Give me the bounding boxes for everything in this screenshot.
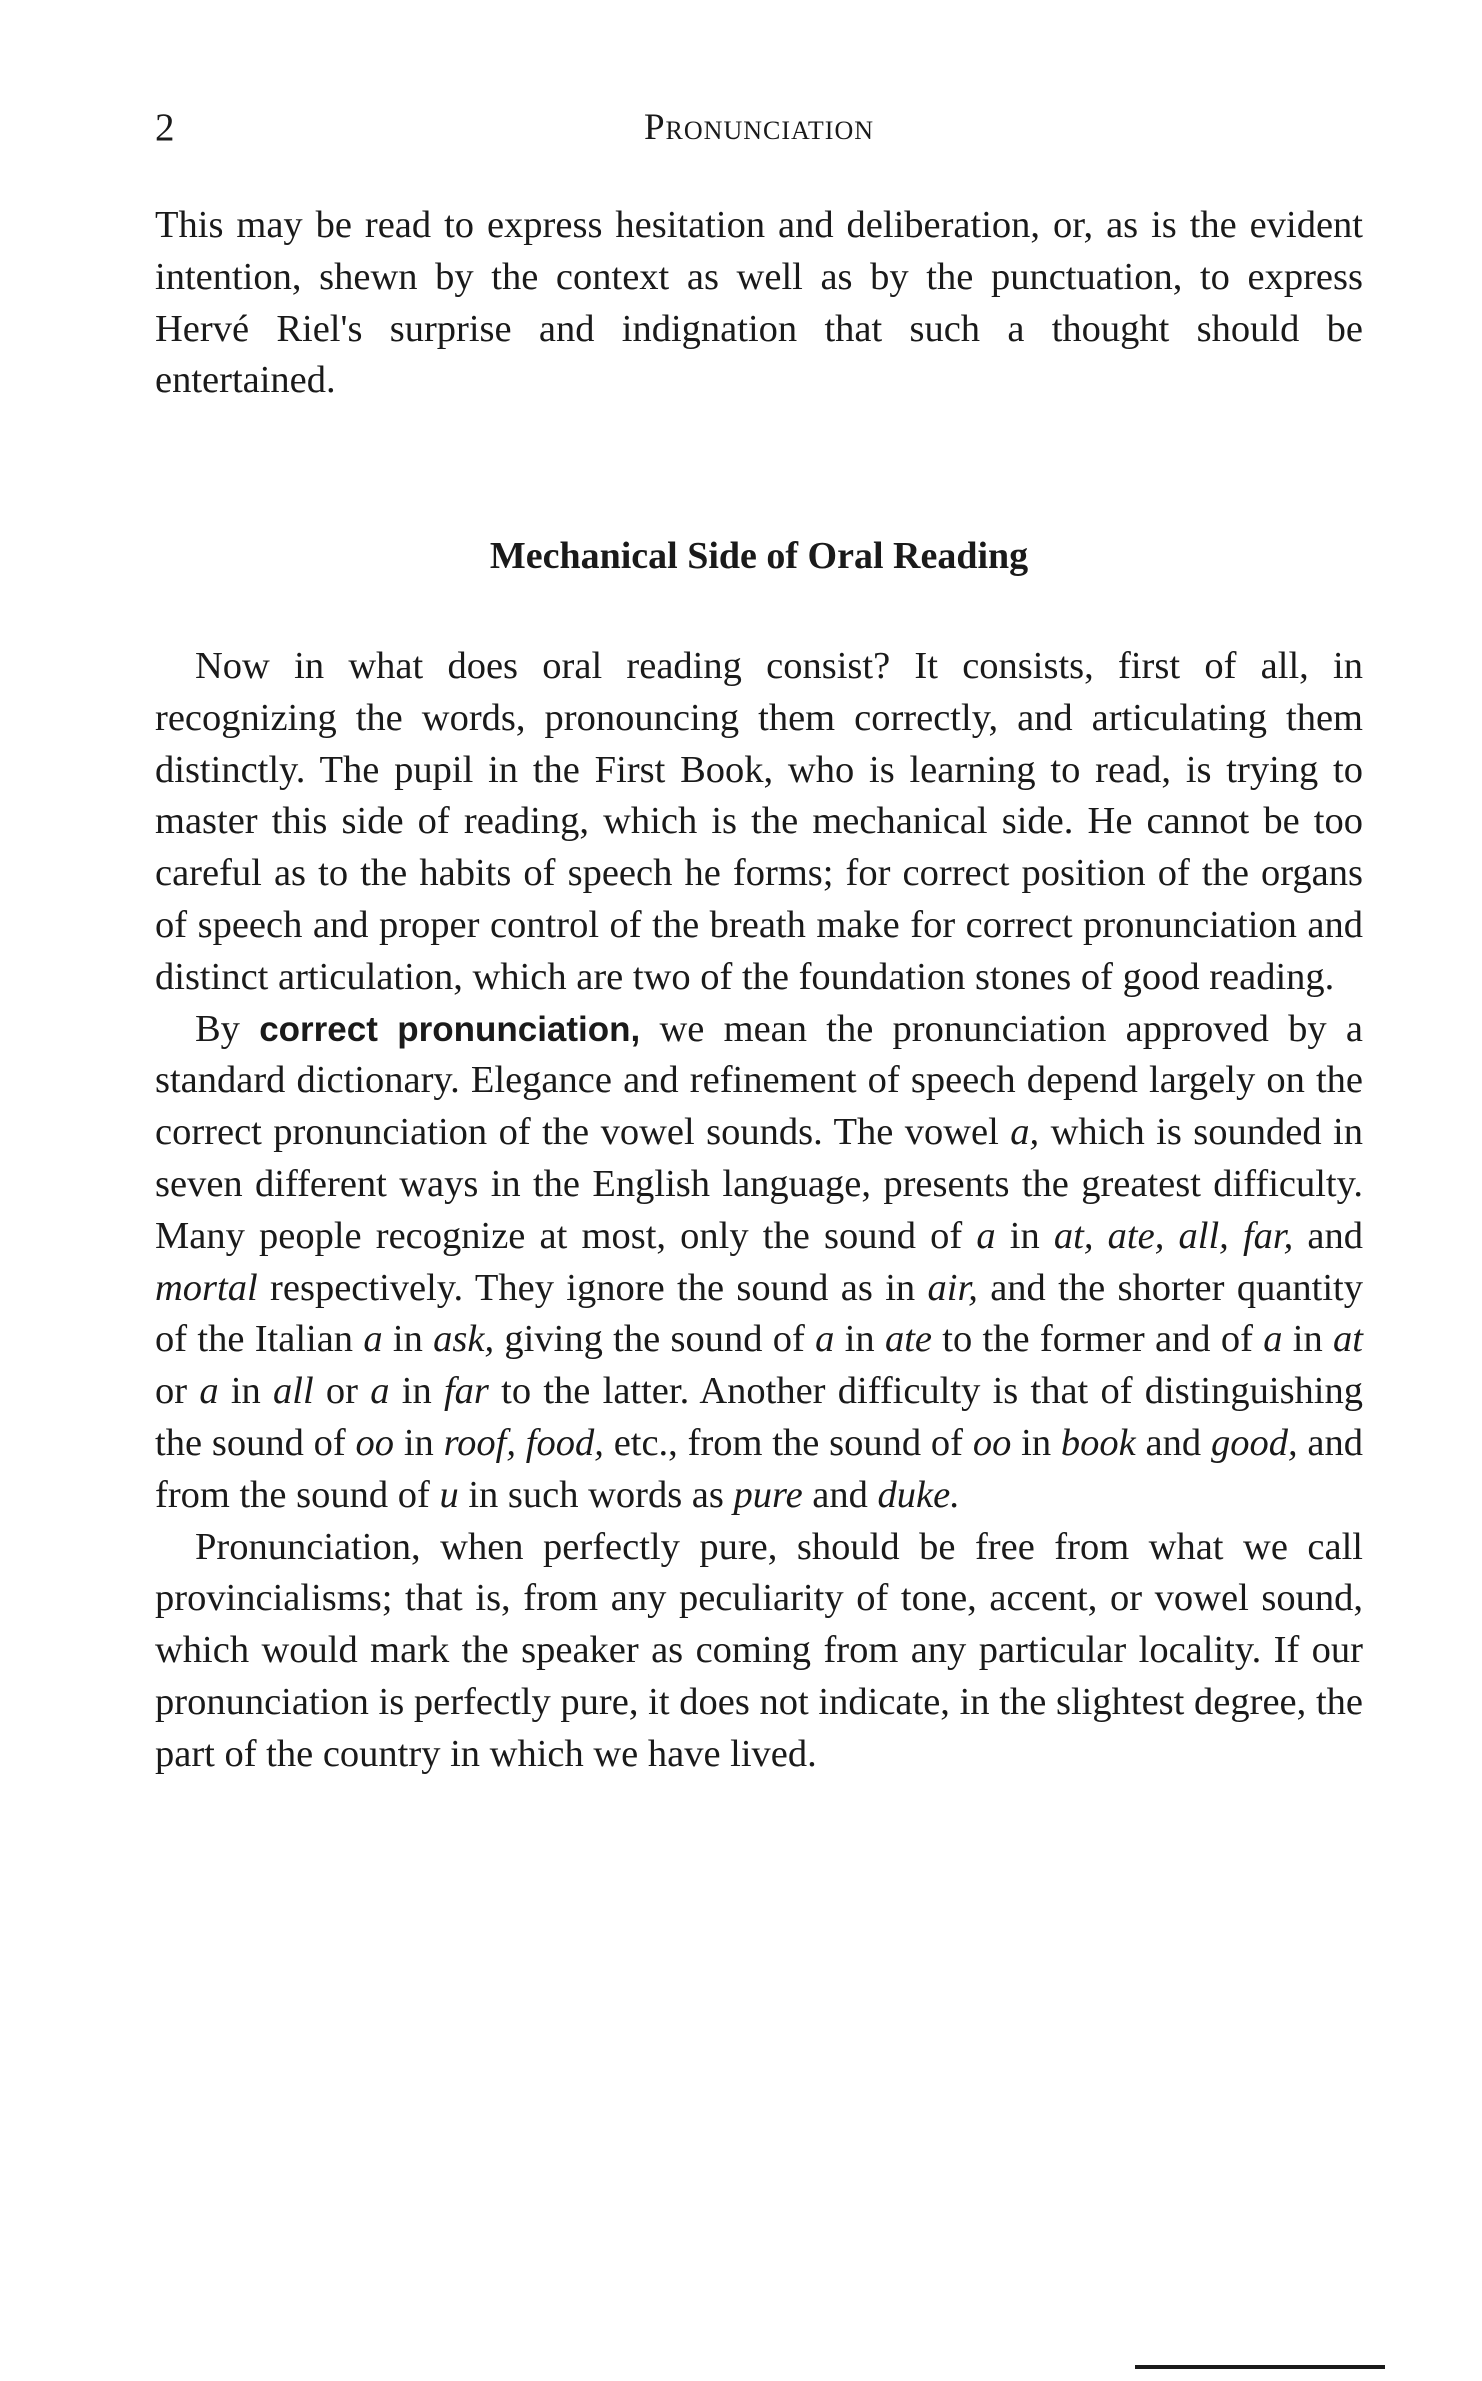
example-word: at, xyxy=(1053,1214,1094,1257)
text-run: in xyxy=(834,1318,885,1361)
running-head xyxy=(155,100,1363,156)
text-run: to the former and of xyxy=(932,1318,1264,1361)
example-word: a xyxy=(363,1318,383,1361)
example-word: mortal xyxy=(155,1266,258,1309)
example-word: far xyxy=(443,1370,489,1413)
text-run: giving the sound of xyxy=(494,1318,816,1361)
text-run: in xyxy=(995,1214,1054,1257)
text-run: etc., from the sound of xyxy=(603,1421,973,1464)
text-run: respectively. They ignore the sound as in xyxy=(257,1266,928,1309)
example-word: a xyxy=(1263,1318,1283,1361)
paragraph-oral-reading: Now in what does oral reading consist? It consists, first of all, in recognizing the words, pronouncing them correctly, and articulating them distinctly. The pupil in the First Book, who is learning to read, is trying to master this side of reading, which is the mechanical side. He cannot be too careful as to the habits of speech he forms; for correct position of the organs of speech and proper control of the breath make for correct pronunciation and distinct articulation, which are two of the foundation stones of good reading. xyxy=(155,645,1363,998)
text-run: By xyxy=(195,1007,260,1050)
example-word: at xyxy=(1333,1318,1363,1361)
text-run: in xyxy=(1011,1421,1061,1464)
example-word: roof, food, xyxy=(443,1421,604,1464)
example-word: a xyxy=(815,1318,835,1361)
text-run: in such words as xyxy=(458,1473,734,1516)
example-word: u xyxy=(439,1473,459,1516)
text-run: and xyxy=(1293,1214,1364,1257)
section-heading: Mechanical Side of Oral Reading xyxy=(489,535,1029,577)
example-word: ate, xyxy=(1107,1214,1165,1257)
text-run: and xyxy=(802,1473,878,1516)
example-word: ask, xyxy=(433,1318,495,1361)
text-run: or xyxy=(313,1370,371,1413)
example-word: oo xyxy=(355,1421,395,1464)
example-word: duke. xyxy=(877,1473,960,1516)
text-run: or xyxy=(155,1370,200,1413)
example-word: all, xyxy=(1178,1214,1229,1257)
text-run: in xyxy=(389,1370,444,1413)
example-word: a xyxy=(370,1370,390,1413)
example-word: a xyxy=(199,1370,219,1413)
example-word: oo xyxy=(972,1421,1012,1464)
text-run: which is sounded in seven different ways in the English language, presents the greatest difficulty. Many people recognize at most, only the sound of xyxy=(155,1111,1363,1257)
bottom-rule xyxy=(1135,2365,1385,2369)
example-word: a xyxy=(976,1214,996,1257)
example-word: air, xyxy=(927,1266,978,1309)
text-run: and xyxy=(1135,1421,1211,1464)
example-word: all xyxy=(273,1370,314,1413)
example-word: far, xyxy=(1242,1214,1294,1257)
intro-paragraph: This may be read to express hesitation and deliberation, or, as is the evident intention, shewn by the context as well as by the punctuation, to express Hervé Riel's surprise and indignation that such a thought should be entertained. xyxy=(155,204,1363,402)
example-word: good, xyxy=(1210,1421,1298,1464)
text-run: we mean the pronunciation approved by a standard dictionary. Elegance and refinement of speech depend largely on the correct pronunciation of the vowel sounds. The vowel xyxy=(155,1007,1363,1154)
paragraph-provincialisms: Pronunciation, when perfectly pure, should be free from what we call provincialisms; that is, from any peculiarity of tone, accent, or vowel sound, which would mark the speaker as coming from any particular locality. If our pronunciation is perfectly pure, it does not indicate, in the slightest degree, the part of the country in which we have lived. xyxy=(155,1525,1363,1775)
text-run: in xyxy=(382,1318,434,1361)
example-word: ate xyxy=(884,1318,932,1361)
example-word: a, xyxy=(1010,1111,1040,1154)
paragraph-correct-pronunciation xyxy=(155,1004,1363,1522)
text-run: in xyxy=(1282,1318,1334,1361)
term-correct-pronunciation: correct pronunciation, xyxy=(259,1009,641,1049)
text-run: to the latter. Another difficulty is that of distinguishing the sound of xyxy=(155,1370,1364,1464)
page-number: 2 xyxy=(155,106,175,149)
intro-paragraph-block xyxy=(155,200,1363,407)
text-run: in xyxy=(394,1421,444,1464)
running-title: Pronunciation xyxy=(643,107,874,148)
text-run: and the shorter quantity of the Italian xyxy=(155,1266,1363,1361)
example-word: book xyxy=(1060,1421,1136,1464)
example-word: pure xyxy=(733,1473,803,1516)
text-run: and from the sound of xyxy=(155,1421,1363,1516)
section-body xyxy=(155,641,1363,1781)
text-run: in xyxy=(218,1370,274,1413)
